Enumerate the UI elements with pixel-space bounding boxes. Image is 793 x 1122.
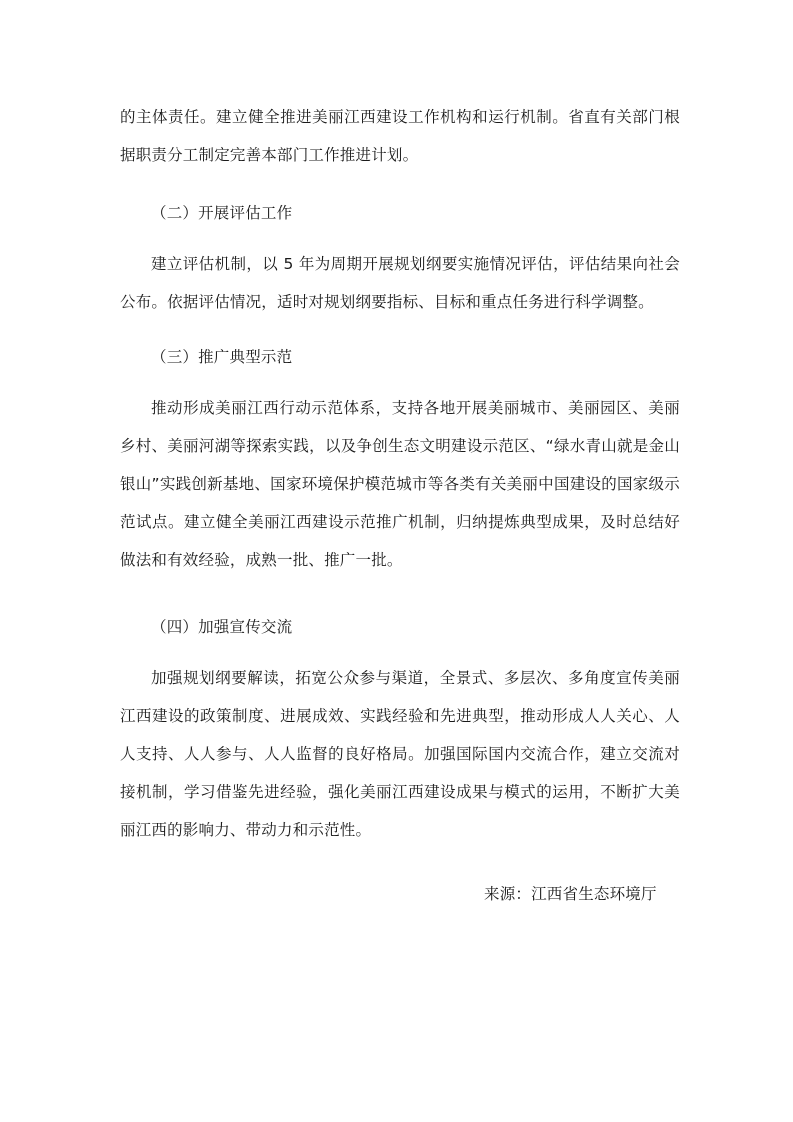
heading-publicity: （四）加强宣传交流 <box>151 618 293 636</box>
paragraph-evaluation: 建立评估机制，以 5 年为周期开展规划纲要实施情况评估，评估结果向社会公布。依据评估情况，适时对规划纲要指标、目标和重点任务进行科学调整。 <box>120 255 680 311</box>
paragraph-responsibility: 的主体责任。建立健全推进美丽江西建设工作机构和运行机制。省直有关部门根据职责分工制定完善本部门工作推进计划。 <box>120 108 680 164</box>
paragraph-demonstration: 推动形成美丽江西行动示范体系，支持各地开展美丽城市、美丽园区、美丽乡村、美丽河湖等探索实践，以及争创生态文明建设示范区、“绿水青山就是金山银山”实践创新基地、国家环境保护模范城市等各类有关美丽中国建设的国家级示范试点。建立健全美丽江西建设示范推广机制，归纳提炼典型成果，及时总结好做法和有效经验，成熟一批、推广一批。 <box>120 399 680 569</box>
heading-evaluation: （二）开展评估工作 <box>151 204 293 222</box>
paragraph-publicity: 加强规划纲要解读，拓宽公众参与渠道，全景式、多层次、多角度宣传美丽江西建设的政策制度、进展成效、实践经验和先进典型，推动形成人人关心、人人支持、人人参与、人人监督的良好格局。加强国际国内交流合作，建立交流对接机制，学习借鉴先进经验，强化美丽江西建设成果与模式的运用，不断扩大美丽江西的影响力、带动力和示范性。 <box>120 669 680 839</box>
heading-demonstration: （三）推广典型示范 <box>151 348 293 366</box>
source-attribution: 来源：江西省生态环境厅 <box>484 885 657 903</box>
